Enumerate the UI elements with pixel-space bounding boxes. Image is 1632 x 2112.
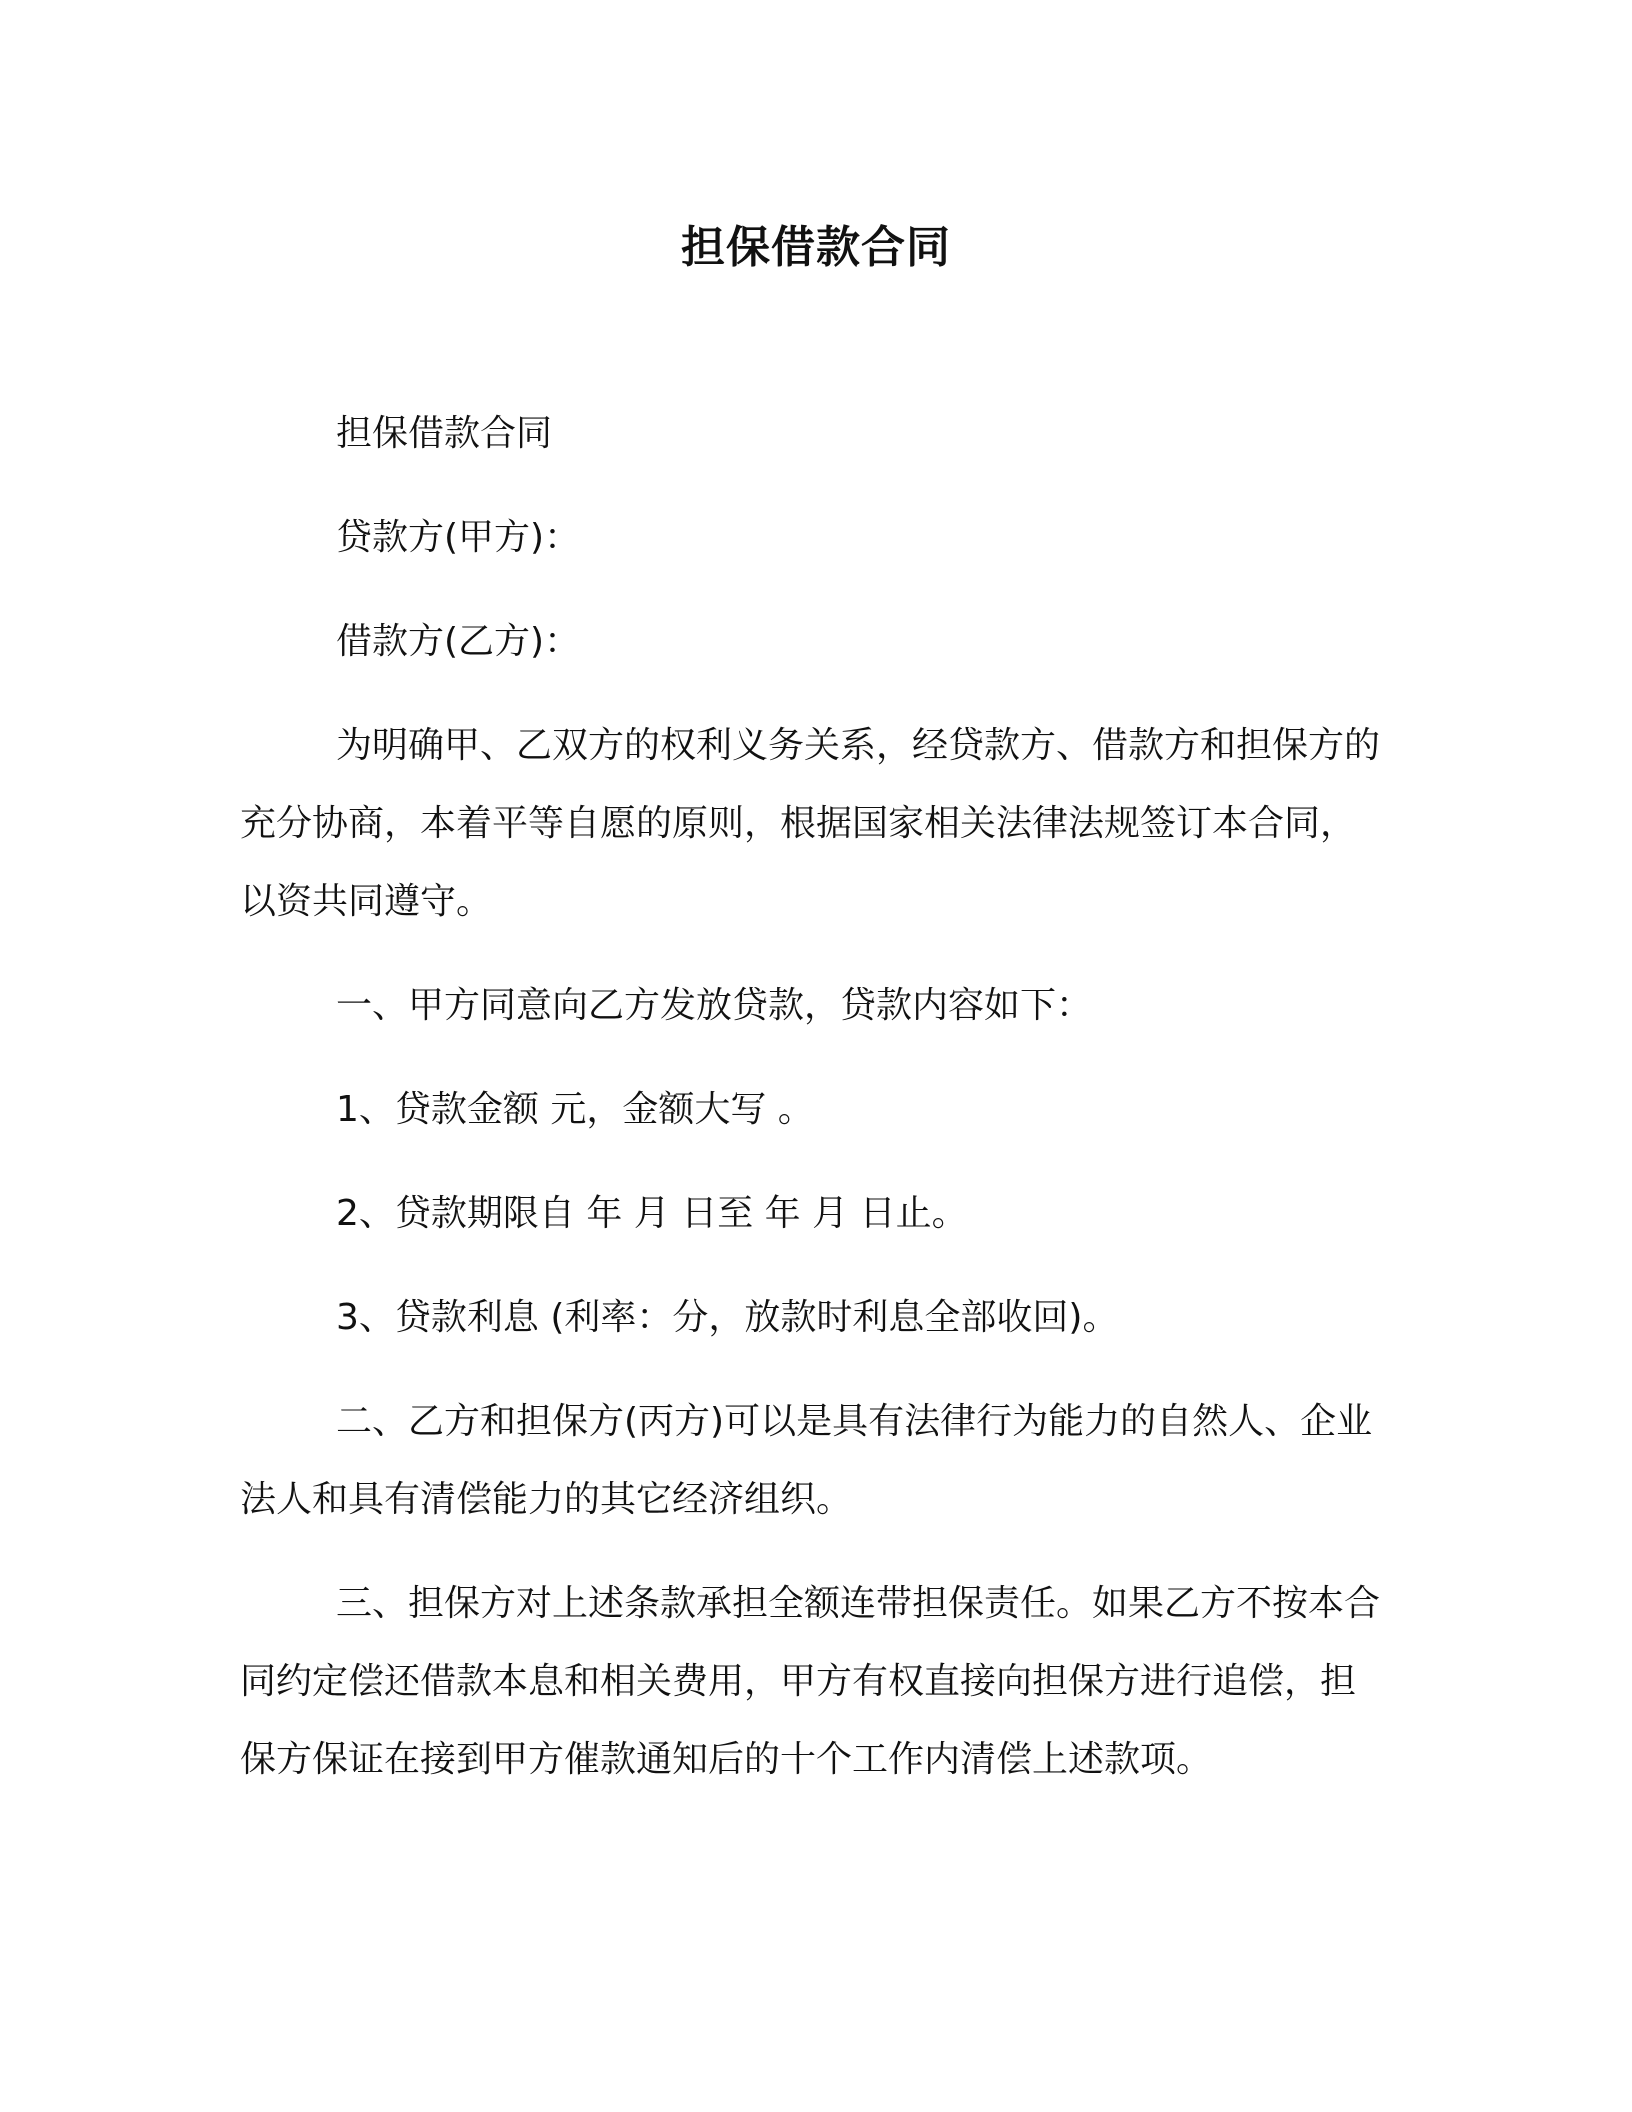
paragraph-loan-amount: 1、贷款金额 元，金额大写 。 [336, 1089, 814, 1130]
paragraph-borrower: 借款方(乙方)： [336, 621, 581, 662]
document-title: 担保借款合同 [681, 222, 951, 273]
paragraph-loan-interest: 3、贷款利息 (利率：分，放款时利息全部收回)。 [336, 1297, 1119, 1338]
paragraph-clause-3: 三、担保方对上述条款承担全额连带担保责任。如果乙方不按本合同约定偿还借款本息和相关费用，甲方有权直接向担保方进行追偿，担保方保证在接到甲方催款通知后的十个工作内清偿上述款项。 [240, 1583, 1381, 1780]
paragraph-clause-2: 二、乙方和担保方(丙方)可以是具有法律行为能力的自然人、企业法人和具有清偿能力的其它经济组织。 [240, 1401, 1373, 1520]
paragraph-loan-term: 2、贷款期限自 年 月 日至 年 月 日止。 [336, 1193, 968, 1234]
paragraph-heading: 担保借款合同 [336, 413, 553, 454]
paragraph-clause-1: 一、甲方同意向乙方发放贷款，贷款内容如下： [336, 985, 1093, 1026]
document-body [240, 395, 1390, 1825]
paragraph-purpose: 为明确甲、乙双方的权利义务关系，经贷款方、借款方和担保方的充分协商，本着平等自愿的原则，根据国家相关法律法规签订本合同，以资共同遵守。 [240, 725, 1381, 922]
paragraph-lender: 贷款方(甲方)： [336, 517, 581, 558]
